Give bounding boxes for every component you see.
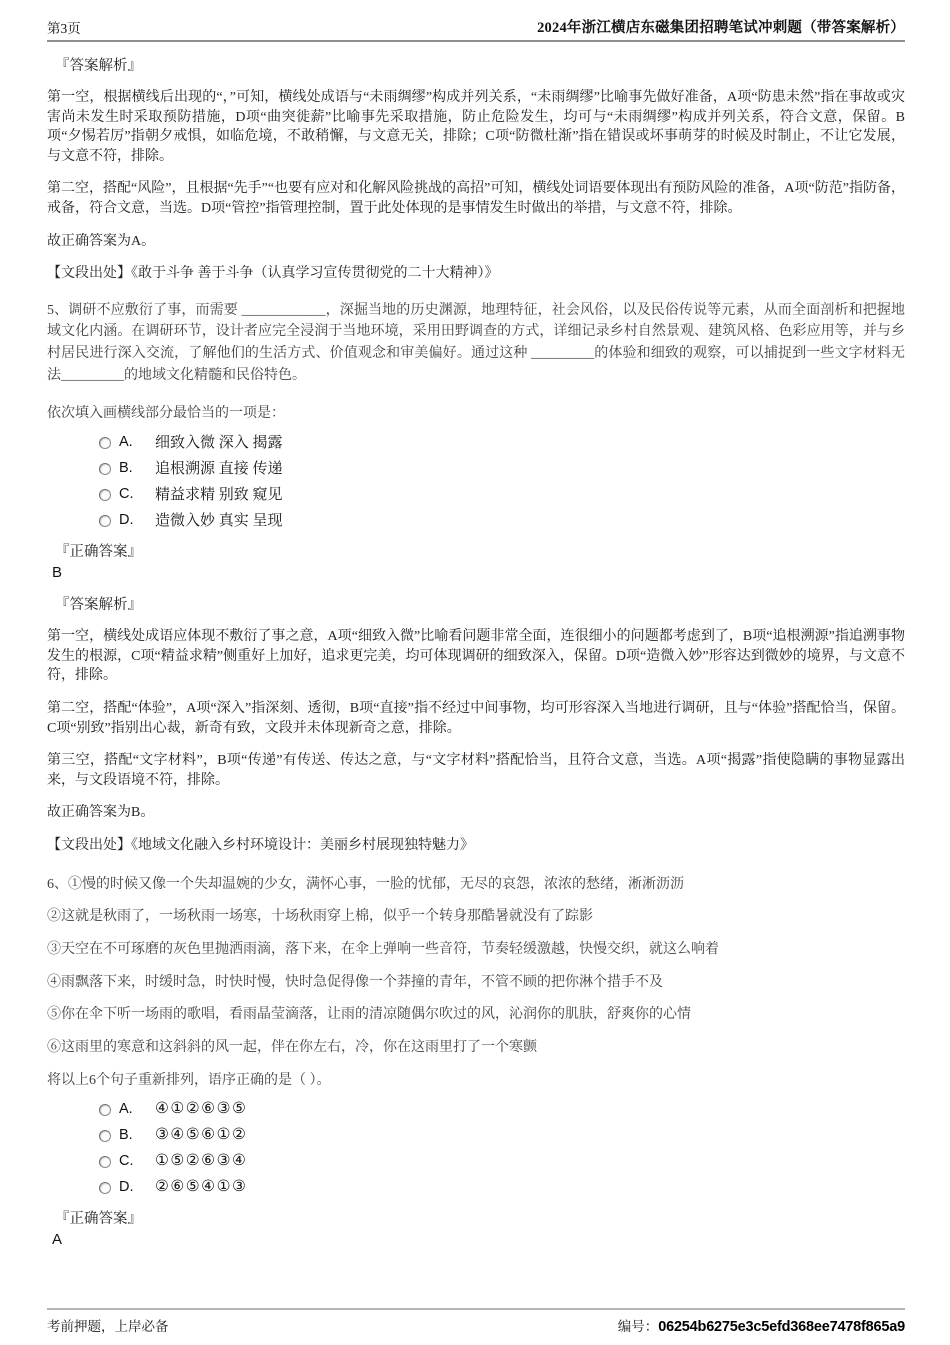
option-text: 造微入妙 真实 呈现 <box>155 513 283 530</box>
option-text: ②⑥⑤④①③ <box>155 1178 248 1196</box>
page-header <box>47 16 905 42</box>
option-letter: A. <box>119 433 133 450</box>
option-c[interactable] <box>99 485 905 502</box>
document-title: 2024年浙江横店东磁集团招聘笔试冲刺题（带答案解析） <box>537 20 905 36</box>
source-reference: 【文段出处】《敢于斗争 善于斗争（认真学习宣传贯彻党的二十大精神）》 <box>47 266 499 282</box>
radio-button[interactable] <box>99 1104 111 1116</box>
question-6-sentence: ③天空在不可琢磨的灰色里抛洒雨滴，落下来，在伞上弹响一些音符，节奏轻缓激越，快慢交织，就这么响着 <box>47 941 719 957</box>
correct-answer-value: B <box>52 564 63 582</box>
option-text: ①⑤②⑥③④ <box>155 1152 248 1170</box>
option-text: 细致入微 深入 揭露 <box>155 435 283 452</box>
radio-button[interactable] <box>99 489 111 501</box>
code-value: 06254b6275e3c5efd368ee7478f865a9 <box>658 1319 905 1335</box>
option-letter: D. <box>119 511 134 528</box>
option-c[interactable] <box>99 1152 905 1169</box>
option-d[interactable] <box>99 511 905 528</box>
option-letter: C. <box>119 1152 134 1169</box>
page-number: 第3页 <box>47 21 81 36</box>
option-a[interactable] <box>99 433 905 450</box>
radio-button[interactable] <box>99 437 111 449</box>
option-text: ③④⑤⑥①② <box>155 1126 248 1144</box>
page-footer <box>47 1308 905 1335</box>
radio-button[interactable] <box>99 1130 111 1142</box>
conclusion-text: 故正确答案为B。 <box>47 805 155 821</box>
option-letter: A. <box>119 1100 133 1117</box>
option-b[interactable] <box>99 1126 905 1143</box>
option-b[interactable] <box>99 459 905 476</box>
option-text: ④①②⑥③⑤ <box>155 1100 248 1118</box>
correct-answer-value: A <box>52 1231 63 1249</box>
radio-button[interactable] <box>99 463 111 475</box>
correct-answer-label: 『正确答案』 <box>55 1211 142 1228</box>
radio-button[interactable] <box>99 1156 111 1168</box>
option-letter: D. <box>119 1178 134 1195</box>
source-reference: 【文段出处】《地域文化融入乡村环境设计：美丽乡村展现独特魅力》 <box>47 837 474 853</box>
option-letter: B. <box>119 459 133 476</box>
option-d[interactable] <box>99 1178 905 1195</box>
option-text: 精益求精 别致 窥见 <box>155 487 283 504</box>
radio-button[interactable] <box>99 1182 111 1194</box>
question-6-options <box>99 1100 905 1195</box>
question-5-stem: 5、调研不应敷衍了事，而需要 ____________，深掘当地的历史渊源，地理特征，社会风俗，以及民俗传说等元素，从而全面剖析和把握地域文化内涵。在调研环节，设计者应完全浸润于当地环境，采用田野调查的方式，详细记录乡村自然景观、建筑风格、色彩应用等，并与乡村居民进行深入交流，了解他们的生活方式、价值观念和审美偏好。通过这种 _________的体验和细致的观察，可以捕捉到一些文字材料无法_________的地域文化精髓和民俗特色。 <box>47 302 905 383</box>
footer-slogan: 考前押题，上岸必备 <box>47 1319 169 1334</box>
analysis-paragraph: 第一空，根据横线后出现的“，”可知，横线处成语与“未雨绸缪”构成并列关系，“未雨绸缪”比喻事先做好准备，A项“防患未然”指在事故或灾害尚未发生时采取预防措施，D项“曲突徙薪”比喻事先采取措施，防止危险发生，均可与“未雨绸缪”构成并列关系，符合文意，保留。B项“夕惕若厉”指朝夕戒惧，如临危境，不敢稍懈，与文意无关，排除；C项“防微杜渐”指在错误或坏事萌芽的时候及时制止，不让它发展，与文意不符，排除。 <box>47 90 905 164</box>
analysis-label: 『答案解析』 <box>55 58 142 74</box>
option-letter: C. <box>119 485 134 502</box>
question-5-prompt: 依次填入画横线部分最恰当的一项是： <box>47 405 285 421</box>
question-6-prompt: 将以上6个句子重新排列，语序正确的是（ ）。 <box>47 1072 331 1088</box>
analysis-paragraph: 第二空，搭配“风险”，且根据“先手”“也要有应对和化解风险挑战的高招”可知，横线处词语要体现出有预防风险的准备，A项“防范”指防备，戒备，符合文意，当选。D项“管控”指管理控制，置于此处体现的是事情发生时做出的举措，与文意不符，排除。 <box>47 181 905 216</box>
analysis-paragraph: 第一空，横线处成语应体现不敷衍了事之意，A项“细致入微”比喻看问题非常全面，连很细小的问题都考虑到了，B项“追根溯源”指追溯事物发生的根源，C项“精益求精”侧重好上加好，追求更完美，均可体现调研的细致深入，保留。D项“造微入妙”形容达到微妙的境界，与文意不符，排除。 <box>47 629 905 684</box>
conclusion-text: 故正确答案为A。 <box>47 233 156 249</box>
question-6-sentence: ⑤你在伞下听一场雨的歌唱，看雨晶莹滴落，让雨的清凉随偶尔吹过的风，沁润你的肌肤，舒爽你的心情 <box>47 1007 691 1023</box>
option-text: 追根溯源 直接 传递 <box>155 461 283 478</box>
radio-button[interactable] <box>99 515 111 527</box>
correct-answer-label: 『正确答案』 <box>55 544 142 561</box>
analysis-paragraph: 第三空，搭配“文字材料”，B项“传递”有传送、传达之意，与“文字材料”搭配恰当，且符合文意，当选。A项“揭露”指使隐瞒的事物显露出来，与文段语境不符，排除。 <box>47 753 905 788</box>
document-body <box>47 54 905 1248</box>
analysis-paragraph: 第二空，搭配“体验”，A项“深入”指深刻、透彻，B项“直接”指不经过中间事物，均可形容深入当地进行调研，且与“体验”搭配恰当，保留。C项“别致”指别出心裁，新奇有致，文段并未体现新奇之意，排除。 <box>47 700 905 736</box>
question-6-sentence: ⑥这雨里的寒意和这斜斜的风一起，伴在你左右，冷，你在这雨里打了一个寒颤 <box>47 1039 537 1055</box>
option-letter: B. <box>119 1126 133 1143</box>
code-label: 编号： <box>617 1319 659 1334</box>
question-5-options <box>99 433 905 528</box>
question-6-sentence: ②这就是秋雨了，一场秋雨一场寒，十场秋雨穿上棉，似乎一个转身那酷暑就没有了踪影 <box>47 909 593 925</box>
question-6-sentence: 6、①慢的时候又像一个失却温婉的少女，满怀心事，一脸的忧郁，无尽的哀怨，浓浓的愁绪，淅淅沥沥 <box>47 876 684 892</box>
option-a[interactable] <box>99 1100 905 1117</box>
document-code <box>618 1315 905 1335</box>
question-6-sentence: ④雨飘落下来，时缓时急，时快时慢，快时急促得像一个莽撞的青年，不管不顾的把你淋个措手不及 <box>47 974 663 990</box>
analysis-label: 『答案解析』 <box>55 597 142 614</box>
